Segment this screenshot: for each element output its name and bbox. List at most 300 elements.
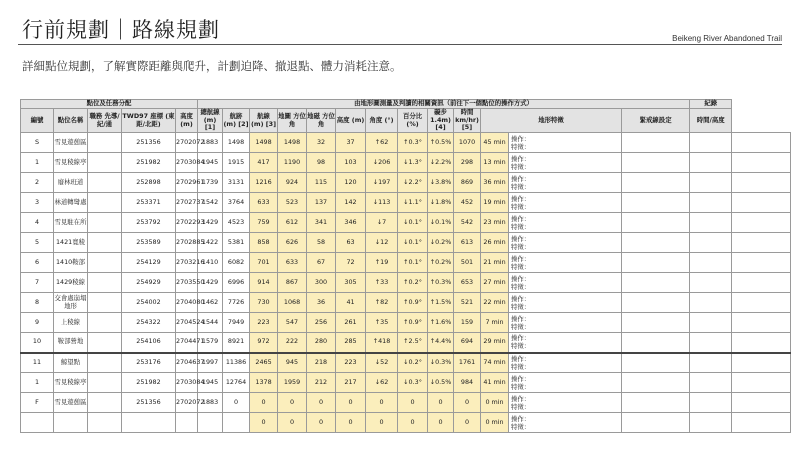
cell-role	[88, 353, 122, 373]
table-row	[21, 353, 791, 373]
cell-line-distance: 1068	[278, 293, 307, 313]
cell-operation-notes	[509, 133, 622, 153]
cell-map-azimuth: 0	[307, 393, 336, 413]
col-header-pace: 礙步 1.4m) [4]	[428, 109, 454, 133]
cell-northing: 2703084	[176, 153, 198, 173]
cell-elevation: 1739	[198, 173, 223, 193]
group-header-points: 點位及任務分配	[21, 100, 198, 109]
cell-track-distance: 858	[250, 233, 278, 253]
cell-elevation: 1883	[198, 133, 223, 153]
cell-percent: ↓0.1%	[428, 213, 454, 233]
cell-total-distance: 3764	[223, 193, 250, 213]
cell-angle: ↑0.3°	[398, 133, 428, 153]
cell-elevation	[198, 413, 223, 433]
cell-no: 4	[21, 213, 54, 233]
cell-line-distance: 1190	[278, 153, 307, 173]
cell-northing: 2702885	[176, 233, 198, 253]
cell-total-distance: 6082	[223, 253, 250, 273]
cell-percent: ↓2.2%	[428, 153, 454, 173]
cell-easting: 251982	[122, 153, 176, 173]
col-header-name: 點位名稱	[54, 109, 88, 133]
cell-name: 鯨望點	[54, 353, 88, 373]
cell-pace: 501	[454, 253, 481, 273]
cell-no: S	[21, 133, 54, 153]
cell-height-change: ↑418	[366, 333, 398, 353]
cell-role	[88, 373, 122, 393]
cell-line-distance: 222	[278, 333, 307, 353]
operation-label: 操作：	[511, 314, 531, 323]
feature-label: 特徵：	[511, 362, 531, 371]
cell-mag-azimuth: 223	[336, 353, 366, 373]
cell-exit-setting	[690, 353, 732, 373]
feature-label: 特徵：	[511, 322, 531, 331]
cell-map-azimuth: 218	[307, 353, 336, 373]
cell-northing: 2702961	[176, 173, 198, 193]
page-title: 行前規劃｜路線規劃	[22, 18, 220, 42]
cell-role	[88, 313, 122, 333]
cell-exit-setting	[690, 233, 732, 253]
cell-time: 45 min	[481, 133, 509, 153]
cell-easting: 253176	[122, 353, 176, 373]
cell-mag-azimuth: 120	[336, 173, 366, 193]
operation-label: 操作：	[511, 194, 531, 203]
cell-line-distance: 633	[278, 253, 307, 273]
cell-operation-notes	[509, 413, 622, 433]
cell-line-distance: 626	[278, 233, 307, 253]
operation-label: 操作：	[511, 274, 531, 283]
table-row	[21, 173, 791, 193]
cell-angle: ↓1.1°	[398, 193, 428, 213]
cell-name: 1421寬稜	[54, 233, 88, 253]
cell-record	[732, 173, 791, 193]
cell-elevation: 1462	[198, 293, 223, 313]
cell-terrain	[622, 253, 690, 273]
col-header-angle: 角度 (°)	[366, 109, 398, 133]
cell-height-change: 0	[366, 393, 398, 413]
cell-track-distance: 972	[250, 333, 278, 353]
cell-operation-notes	[509, 333, 622, 353]
feature-label: 特徵：	[511, 242, 531, 251]
cell-exit-setting	[690, 333, 732, 353]
cell-operation-notes	[509, 293, 622, 313]
cell-operation-notes	[509, 253, 622, 273]
cell-exit-setting	[690, 293, 732, 313]
cell-line-distance: 0	[278, 393, 307, 413]
cell-percent: ↑1.6%	[428, 313, 454, 333]
cell-no: 11	[21, 353, 54, 373]
cell-elevation: 1410	[198, 253, 223, 273]
cell-time: 27 min	[481, 273, 509, 293]
col-header-mag-az: 地磁 方位角	[307, 109, 336, 133]
col-header-no: 編號	[21, 109, 54, 133]
table-row	[21, 233, 791, 253]
cell-terrain	[622, 213, 690, 233]
cell-total-distance: 1915	[223, 153, 250, 173]
cell-angle: 0	[398, 393, 428, 413]
col-header-track: 航跡 (m) [2]	[223, 109, 250, 133]
cell-mag-azimuth: 305	[336, 273, 366, 293]
cell-no: 1	[21, 153, 54, 173]
cell-terrain	[622, 313, 690, 333]
cell-mag-azimuth: 0	[336, 393, 366, 413]
cell-percent: ↑0.2%	[428, 253, 454, 273]
operation-label: 操作：	[511, 254, 531, 263]
cell-total-distance: 12764	[223, 373, 250, 393]
cell-time: 26 min	[481, 233, 509, 253]
operation-label: 操作：	[511, 354, 531, 363]
cell-operation-notes	[509, 193, 622, 213]
brand-label: Beikeng River Abandoned Trail	[672, 34, 782, 43]
cell-role	[88, 173, 122, 193]
cell-height-change: ↓197	[366, 173, 398, 193]
cell-record	[732, 413, 791, 433]
cell-northing: 2703550	[176, 273, 198, 293]
feature-label: 特徵：	[511, 342, 531, 351]
cell-name: 鞍部營地	[54, 333, 88, 353]
cell-pace: 0	[454, 413, 481, 433]
cell-percent: ↑1.5%	[428, 293, 454, 313]
cell-easting: 254929	[122, 273, 176, 293]
cell-angle: ↓0.1°	[398, 233, 428, 253]
cell-mag-azimuth: 217	[336, 373, 366, 393]
cell-mag-azimuth: 261	[336, 313, 366, 333]
cell-line-distance: 523	[278, 193, 307, 213]
cell-northing: 2703216	[176, 253, 198, 273]
cell-percent: ↑0.3%	[428, 273, 454, 293]
cell-no	[21, 413, 54, 433]
cell-northing: 2702293	[176, 213, 198, 233]
table-row	[21, 273, 791, 293]
cell-role	[88, 253, 122, 273]
cell-easting: 251356	[122, 393, 176, 413]
cell-map-azimuth: 0	[307, 413, 336, 433]
feature-label: 特徵：	[511, 222, 531, 231]
cell-exit-setting	[690, 133, 732, 153]
cell-role	[88, 233, 122, 253]
cell-percent: ↓0.3%	[428, 353, 454, 373]
cell-time: 7 min	[481, 313, 509, 333]
cell-role	[88, 333, 122, 353]
cell-height-change: ↑82	[366, 293, 398, 313]
cell-line-distance: 0	[278, 413, 307, 433]
cell-pace: 452	[454, 193, 481, 213]
cell-track-distance: 1378	[250, 373, 278, 393]
operation-label: 操作：	[511, 334, 531, 343]
cell-record	[732, 353, 791, 373]
operation-label: 操作：	[511, 214, 531, 223]
cell-map-azimuth: 98	[307, 153, 336, 173]
col-header-time: 時間 km/hr) [5]	[455, 108, 479, 132]
cell-no: 3	[21, 193, 54, 213]
cell-percent: 0	[428, 393, 454, 413]
cell-elevation: 1945	[198, 373, 223, 393]
cell-map-azimuth: 341	[307, 213, 336, 233]
cell-name: 1429稜線	[54, 273, 88, 293]
cell-map-azimuth: 58	[307, 233, 336, 253]
cell-terrain	[622, 353, 690, 373]
cell-track-distance: 223	[250, 313, 278, 333]
cell-easting: 253792	[122, 213, 176, 233]
cell-role	[88, 393, 122, 413]
cell-record	[732, 233, 791, 253]
cell-track-distance: 0	[250, 393, 278, 413]
cell-height-change: ↓113	[366, 193, 398, 213]
cell-line-distance: 1498	[278, 133, 307, 153]
cell-terrain	[622, 373, 690, 393]
cell-time: 0 min	[481, 393, 509, 413]
cell-line-distance: 547	[278, 313, 307, 333]
cell-easting: 252898	[122, 173, 176, 193]
cell-percent: 0	[428, 413, 454, 433]
cell-line-distance: 867	[278, 273, 307, 293]
cell-record	[732, 193, 791, 213]
cell-map-azimuth: 115	[307, 173, 336, 193]
route-plan-table	[20, 99, 791, 433]
cell-angle: ↑0.2°	[398, 273, 428, 293]
cell-mag-azimuth: 72	[336, 253, 366, 273]
cell-terrain	[622, 173, 690, 193]
cell-name: 交會處崩塌地形	[54, 293, 88, 313]
cell-height-change: ↓7	[366, 213, 398, 233]
table-row	[21, 253, 791, 273]
cell-angle: ↑2.5°	[398, 333, 428, 353]
cell-map-azimuth: 67	[307, 253, 336, 273]
cell-record	[732, 293, 791, 313]
cell-role	[88, 153, 122, 173]
cell-height-change: ↓206	[366, 153, 398, 173]
cell-height-change: ↓62	[366, 373, 398, 393]
cell-mag-azimuth: 0	[336, 413, 366, 433]
cell-no: 10	[21, 333, 54, 353]
cell-record	[732, 213, 791, 233]
cell-easting: 251356	[122, 133, 176, 153]
cell-angle: 0	[398, 413, 428, 433]
cell-terrain	[622, 153, 690, 173]
cell-height-change: ↑19	[366, 253, 398, 273]
cell-easting: 251982	[122, 373, 176, 393]
cell-line-distance: 1959	[278, 373, 307, 393]
cell-easting: 254129	[122, 253, 176, 273]
cell-role	[88, 133, 122, 153]
cell-track-distance: 701	[250, 253, 278, 273]
group-header-segment: 由地形圖測量及判讀的相關資訊（前往下一個點位的操作方式）	[198, 100, 690, 109]
route-plan-rows	[21, 133, 791, 433]
cell-record	[732, 153, 791, 173]
cell-elevation: 1429	[198, 213, 223, 233]
cell-exit-setting	[690, 413, 732, 433]
cell-terrain	[622, 133, 690, 153]
operation-label: 操作：	[511, 414, 531, 423]
cell-total-distance: 7949	[223, 313, 250, 333]
cell-line-distance: 945	[278, 353, 307, 373]
cell-total-distance: 5381	[223, 233, 250, 253]
cell-total-distance	[223, 413, 250, 433]
cell-record	[732, 313, 791, 333]
col-header-terrain: 地形特徵	[481, 109, 622, 133]
cell-exit-setting	[690, 153, 732, 173]
cell-no: 7	[21, 273, 54, 293]
cell-exit-setting	[690, 253, 732, 273]
cell-pace: 984	[454, 373, 481, 393]
cell-name: 廢林班道	[54, 173, 88, 193]
cell-angle: ↑0.9°	[398, 293, 428, 313]
cell-percent: ↓3.8%	[428, 173, 454, 193]
cell-northing: 2704637	[176, 353, 198, 373]
cell-easting: 254106	[122, 333, 176, 353]
feature-label: 特徵：	[511, 162, 531, 171]
cell-map-azimuth: 300	[307, 273, 336, 293]
col-header-role: 職務 先導/紀/通	[88, 109, 122, 133]
cell-terrain	[622, 193, 690, 213]
cell-track-distance: 2465	[250, 353, 278, 373]
cell-role	[88, 193, 122, 213]
feature-label: 特徵：	[511, 282, 531, 291]
cell-exit-setting	[690, 373, 732, 393]
operation-label: 操作：	[511, 234, 531, 243]
cell-record	[732, 333, 791, 353]
cell-name: 上稜線	[54, 313, 88, 333]
operation-label: 操作：	[511, 394, 531, 403]
cell-angle: ↑0.1°	[398, 253, 428, 273]
cell-role	[88, 413, 122, 433]
cell-elevation: 1542	[198, 193, 223, 213]
cell-time: 19 min	[481, 193, 509, 213]
table-row	[21, 333, 791, 353]
cell-line-distance: 612	[278, 213, 307, 233]
cell-pace: 653	[454, 273, 481, 293]
cell-angle: ↓0.2°	[398, 353, 428, 373]
table-row	[21, 153, 791, 173]
cell-percent: ↓1.8%	[428, 193, 454, 213]
cell-total-distance: 11386	[223, 353, 250, 373]
cell-total-distance: 3131	[223, 173, 250, 193]
col-header-map-az: 地圖 方位角	[278, 109, 307, 133]
cell-name: 林道轉彎處	[54, 193, 88, 213]
cell-percent: ↓0.2%	[428, 233, 454, 253]
cell-track-distance: 417	[250, 153, 278, 173]
cell-track-distance: 1216	[250, 173, 278, 193]
cell-name: 1410鞍部	[54, 253, 88, 273]
cell-exit-setting	[690, 173, 732, 193]
cell-elevation: 1883	[198, 393, 223, 413]
cell-easting: 254002	[122, 293, 176, 313]
cell-total-distance: 7726	[223, 293, 250, 313]
cell-record	[732, 253, 791, 273]
table-row	[21, 293, 791, 313]
table-row	[21, 133, 791, 153]
cell-track-distance: 914	[250, 273, 278, 293]
cell-record	[732, 133, 791, 153]
cell-time: 0 min	[481, 413, 509, 433]
cell-mag-azimuth: 285	[336, 333, 366, 353]
cell-exit-setting	[690, 213, 732, 233]
cell-elevation: 1579	[198, 333, 223, 353]
cell-track-distance: 633	[250, 193, 278, 213]
cell-mag-azimuth: 346	[336, 213, 366, 233]
cell-angle: ↓1.3°	[398, 153, 428, 173]
cell-operation-notes	[509, 313, 622, 333]
operation-label: 操作：	[511, 294, 531, 303]
feature-label: 特徵：	[511, 182, 531, 191]
cell-operation-notes	[509, 353, 622, 373]
cell-northing	[176, 413, 198, 433]
cell-pace: 613	[454, 233, 481, 253]
cell-pace: 1070	[454, 133, 481, 153]
cell-angle: ↓0.3°	[398, 373, 428, 393]
cell-map-azimuth: 212	[307, 373, 336, 393]
cell-operation-notes	[509, 173, 622, 193]
cell-pace: 0	[454, 393, 481, 413]
cell-elevation: 1422	[198, 233, 223, 253]
cell-operation-notes	[509, 213, 622, 233]
col-header-pct: 百分比 (%)	[398, 109, 428, 133]
feature-label: 特徵：	[511, 422, 531, 431]
cell-easting: 253589	[122, 233, 176, 253]
cell-height-change: 0	[366, 413, 398, 433]
cell-pace: 1761	[454, 353, 481, 373]
cell-time: 22 min	[481, 293, 509, 313]
cell-no: 8	[21, 293, 54, 313]
cell-time: 29 min	[481, 333, 509, 353]
cell-time: 36 min	[481, 173, 509, 193]
col-header-total: 總航線 (m) [1]	[198, 109, 223, 133]
col-header-line: 航線 (m) [3]	[250, 109, 278, 133]
table-row	[21, 393, 791, 413]
cell-mag-azimuth: 37	[336, 133, 366, 153]
cell-track-distance: 1498	[250, 133, 278, 153]
cell-total-distance: 1498	[223, 133, 250, 153]
feature-label: 特徵：	[511, 402, 531, 411]
col-header-coord: TWD97 座標 (東距/北距)	[122, 109, 176, 133]
cell-elevation: 1429	[198, 273, 223, 293]
cell-name: 雪見稜線亭	[54, 153, 88, 173]
cell-terrain	[622, 333, 690, 353]
cell-exit-setting	[690, 393, 732, 413]
cell-northing: 2702072	[176, 393, 198, 413]
cell-map-azimuth: 280	[307, 333, 336, 353]
cell-northing: 2704080	[176, 293, 198, 313]
cell-pace: 694	[454, 333, 481, 353]
cell-no: 5	[21, 233, 54, 253]
cell-no: 9	[21, 313, 54, 333]
cell-track-distance: 730	[250, 293, 278, 313]
cell-total-distance: 4523	[223, 213, 250, 233]
cell-terrain	[622, 273, 690, 293]
cell-northing: 2704471	[176, 333, 198, 353]
operation-label: 操作：	[511, 374, 531, 383]
col-header-rec-time: 時間/高度	[690, 109, 732, 133]
table-row	[21, 213, 791, 233]
col-header-exit: 緊戒線設定	[622, 109, 690, 133]
table-row	[21, 413, 791, 433]
col-header-height: 高度 (m)	[336, 109, 366, 133]
cell-mag-azimuth: 41	[336, 293, 366, 313]
cell-role	[88, 273, 122, 293]
cell-no: 2	[21, 173, 54, 193]
cell-name: 雪見遊憩區	[54, 133, 88, 153]
cell-height-change: ↑33	[366, 273, 398, 293]
cell-percent: ↑0.5%	[428, 133, 454, 153]
cell-record	[732, 393, 791, 413]
cell-percent: ↑4.4%	[428, 333, 454, 353]
cell-operation-notes	[509, 273, 622, 293]
cell-northing: 2702737	[176, 193, 198, 213]
cell-northing: 2703084	[176, 373, 198, 393]
cell-map-azimuth: 256	[307, 313, 336, 333]
cell-line-distance: 924	[278, 173, 307, 193]
cell-map-azimuth: 32	[307, 133, 336, 153]
cell-terrain	[622, 293, 690, 313]
